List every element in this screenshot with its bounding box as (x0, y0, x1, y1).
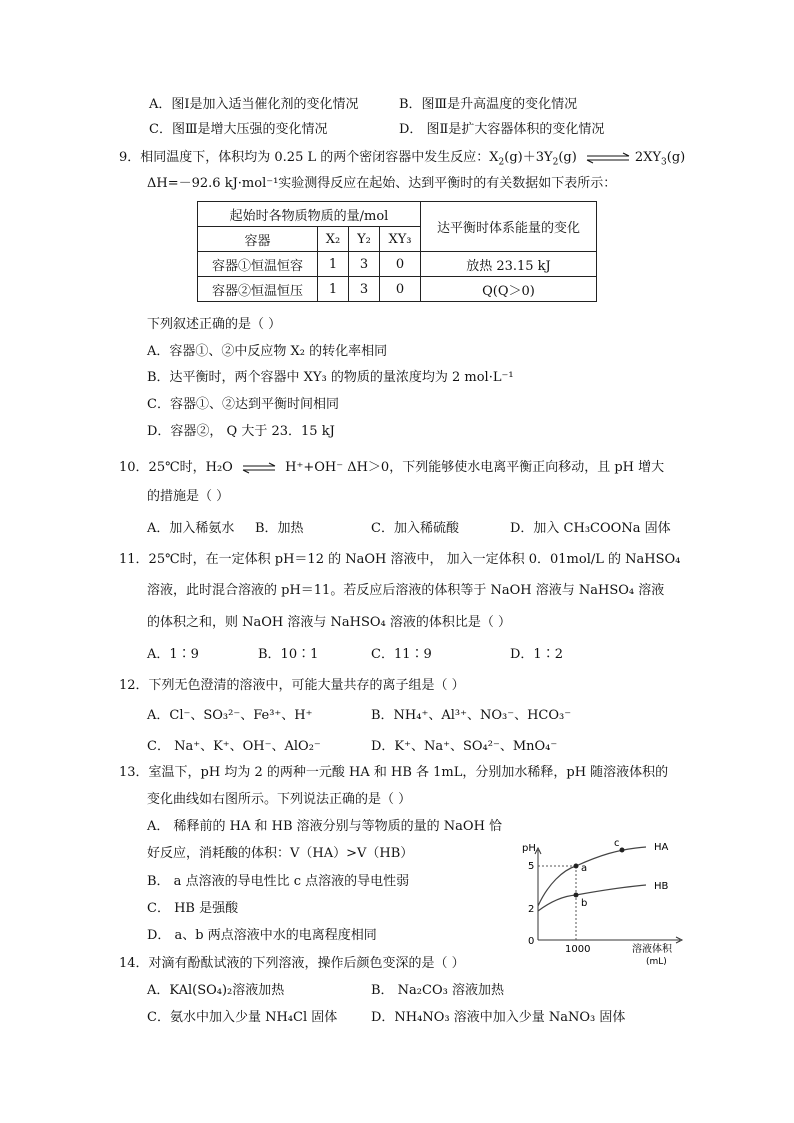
q13-option-a-line1: A． 稀释前的 HA 和 HB 溶液分别与等物质的量的 NaOH 恰 (147, 819, 503, 834)
q14-option-d: D．NH₄NO₃ 溶液中加入少量 NaNO₃ 固体 (371, 1010, 626, 1025)
curve-hb (538, 885, 646, 911)
q9-ask: 下列叙述正确的是（ ） (147, 317, 282, 332)
row-energy: 放热 23.15 kJ (421, 252, 597, 277)
table-header-x2: X₂ (318, 227, 349, 252)
q8-option-c: C．图Ⅲ是增大压强的变化情况 (149, 122, 328, 137)
table-header-container: 容器 (198, 227, 318, 252)
table-header-y2: Y₂ (349, 227, 380, 252)
q14-stem: 14．对滴有酚酞试液的下列溶液，操作后颜色变深的是（ ） (119, 956, 465, 971)
row-xy3: 0 (380, 277, 421, 302)
label-ha: HA (654, 842, 669, 853)
q13-line1: 13．室温下，pH 均为 2 的两种一元酸 HA 和 HB 各 1mL，分别加水稀释，pH 随溶液体积的 (119, 765, 669, 780)
q14-option-c: C．氨水中加入少量 NH₄Cl 固体 (147, 1010, 338, 1025)
q12-option-d: D．K⁺、Na⁺、SO₄²⁻、MnO₄⁻ (371, 739, 558, 754)
table-row (198, 252, 597, 277)
ph-dilution-graph (518, 836, 688, 970)
q11-option-c: C．11∶9 (371, 647, 432, 662)
table-header-xy3: XY₃ (380, 227, 421, 252)
row-xy3: 0 (380, 252, 421, 277)
q10-stem-line1: 10．25℃时，H₂O H⁺+OH⁻ ΔH＞0，下列能够使水电离平衡正向移动，且 pH 增大 (119, 460, 665, 475)
q13-option-b: B． a 点溶液的导电性比 c 点溶液的导电性弱 (147, 874, 410, 889)
y-tick-0: 0 (528, 936, 535, 947)
q11-line2: 溶液，此时混合溶液的 pH＝11。若反应后溶液的体积等于 NaOH 溶液与 NaHSO₄ 溶液 (147, 583, 665, 598)
q9-option-d: D．容器②， Q 大于 23．15 kJ (147, 424, 335, 439)
q13-option-a-line2: 好反应，消耗酸的体积：V（HA）>V（HB） (147, 846, 414, 861)
q10-option-d: D．加入 CH₃COONa 固体 (510, 521, 671, 536)
label-c: c (614, 838, 620, 849)
q11-option-a: A．1∶9 (147, 647, 199, 662)
table-header-energy: 达平衡时体系能量的变化 (421, 202, 597, 252)
point-c (620, 848, 625, 853)
q9-option-b: B．达平衡时，两个容器中 XY₃ 的物质的量浓度均为 2 mol·L⁻¹ (147, 370, 514, 385)
x-tick-1000: 1000 (565, 944, 591, 955)
q12-option-a: A．Cl⁻、SO₃²⁻、Fe³⁺、H⁺ (147, 708, 313, 723)
row-y2: 3 (349, 277, 380, 302)
q11-line3: 的体积之和，则 NaOH 溶液与 NaHSO₄ 溶液的体积比是（ ） (147, 615, 512, 630)
row-name: 容器②恒温恒压 (198, 277, 318, 302)
equilibrium-arrow-icon (585, 152, 631, 164)
table-header-start: 起始时各物质物质的量/mol (198, 202, 421, 227)
q8-option-a: A．图Ⅰ是加入适当催化剂的变化情况 (149, 97, 359, 112)
row-y2: 3 (349, 252, 380, 277)
y-axis-label: pH (522, 843, 536, 854)
x-axis-unit: (mL) (646, 957, 667, 967)
q12-stem: 12．下列无色澄清的溶液中，可能大量共存的离子组是（ ） (119, 678, 465, 693)
y-tick-5: 5 (528, 861, 535, 872)
q12-option-c: C． Na⁺、K⁺、OH⁻、AlO₂⁻ (147, 739, 321, 754)
q9-stem-line1: 9．相同温度下，体积均为 0.25 L 的两个密闭容器中发生反应：$X_2(g)+3Y_2(g)$ $2XY_3(g)$ (119, 150, 686, 168)
q10-option-b: B．加热 (255, 521, 304, 536)
q13-option-c: C． HB 是强酸 (147, 901, 239, 916)
q8-option-d: D． 图Ⅱ是扩大容器体积的变化情况 (399, 122, 605, 137)
q9-stem-line2: ΔH=－92.6 kJ·mol⁻¹实验测得反应在起始、达到平衡时的有关数据如下表所示： (147, 176, 617, 191)
row-x2: 1 (318, 252, 349, 277)
point-a (574, 864, 579, 869)
label-a: a (581, 863, 588, 874)
q14-option-b: B． Na₂CO₃ 溶液加热 (371, 983, 504, 998)
label-hb: HB (654, 881, 669, 892)
q13-line2: 变化曲线如右图所示。下列说法正确的是（ ） (147, 792, 412, 807)
q10-option-a: A．加入稀氨水 (147, 521, 235, 536)
curve-ha (538, 847, 646, 906)
q10-stem-line2: 的措施是（ ） (147, 489, 230, 504)
q10-option-c: C．加入稀硫酸 (371, 521, 459, 536)
table-row (198, 277, 597, 302)
equilibrium-arrow-icon (241, 462, 277, 474)
point-b (574, 893, 579, 898)
q9-option-a: A．容器①、②中反应物 X₂ 的转化率相同 (147, 344, 388, 359)
q12-option-b: B．NH₄⁺、Al³⁺、NO₃⁻、HCO₃⁻ (371, 708, 572, 723)
q9-data-table (197, 201, 597, 302)
q11-option-b: B．10∶1 (258, 647, 319, 662)
q11-option-d: D．1∶2 (510, 647, 563, 662)
label-b: b (581, 898, 588, 909)
x-axis-label: 溶液体积 (632, 944, 672, 955)
q9-option-c: C．容器①、②达到平衡时间相同 (147, 397, 339, 412)
q11-line1: 11．25℃时，在一定体积 pH＝12 的 NaOH 溶液中， 加入一定体积 0．01mol/L 的 NaHSO₄ (119, 552, 681, 567)
q14-option-a: A．KAl(SO₄)₂溶液加热 (147, 983, 285, 998)
row-name: 容器①恒温恒容 (198, 252, 318, 277)
row-x2: 1 (318, 277, 349, 302)
row-energy: Q(Q＞0) (421, 277, 597, 302)
q13-option-d: D． a、b 两点溶液中水的电离程度相同 (147, 928, 377, 943)
q8-option-b: B．图Ⅲ是升高温度的变化情况 (399, 97, 578, 112)
y-tick-2: 2 (528, 904, 535, 915)
